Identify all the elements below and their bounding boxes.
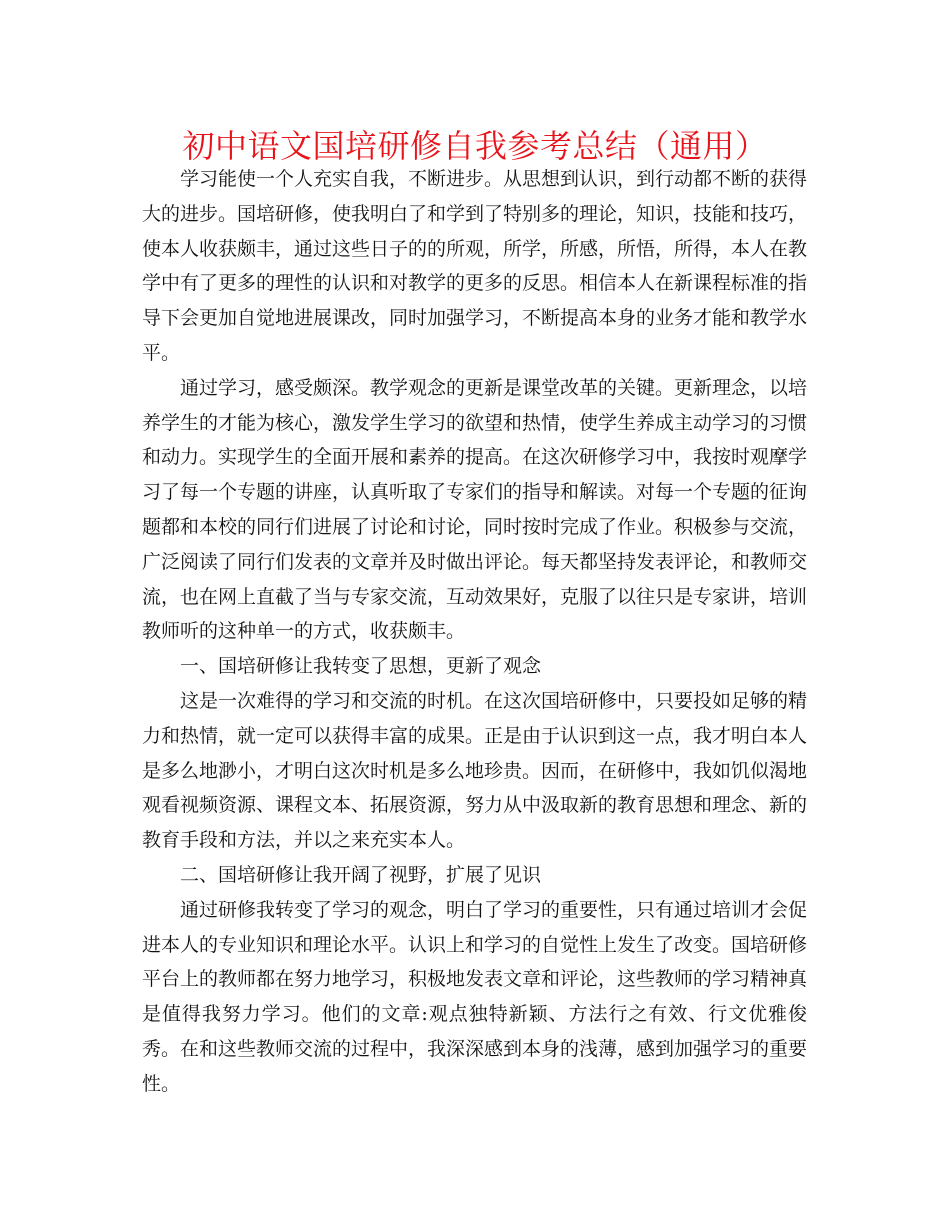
- paragraph-section-1: 这是一次难得的学习和交流的时机。在这次国培研修中，只要投如足够的精力和热情，就一定可以获得丰富的成果。正是由于认识到这一点，我才明白本人是多么地渺小，才明白这次时机是多么地珍贵。因而，在研修中，我如饥似渴地观看视频资源、课程文本、拓展资源，努力从中汲取新的教育思想和理念、新的教育手段和方法，并以之来充实本人。: [142, 689, 808, 852]
- document-title: 初中语文国培研修自我参考总结（通用）: [182, 127, 768, 165]
- paragraph-section-2: 通过研修我转变了学习的观念，明白了学习的重要性，只有通过培训才会促进本人的专业知识和理论水平。认识上和学习的自觉性上发生了改变。国培研修平台上的教师都在努力地学习，积极地发表文章和评论，这些教师的学习精神真是值得我努力学习。他们的文章:观点独特新颖、方法行之有效、行文优雅俊秀。在和这些教师交流的过程中，我深深感到本身的浅薄，感到加强学习的重要性。: [142, 898, 808, 1095]
- section-heading-1: 一、国培研修让我转变了思想，更新了观念: [180, 655, 542, 678]
- document-body: [142, 162, 807, 1102]
- paragraph-intro: 学习能使一个人充实自我，不断进步。从思想到认识，到行动都不断的获得大的进步。国培研修，使我明白了和学到了特别多的理论，知识，技能和技巧，使本人收获颇丰，通过这些日子的的所观，所学，所感，所悟，所得，本人在教学中有了更多的理性的认识和对教学的更多的反思。相信本人在新课程标准的指导下会更加自觉地进展课改，同时加强学习，不断提高本身的业务才能和教学水平。: [142, 168, 808, 364]
- paragraph-learning: 通过学习，感受颇深。教学观念的更新是课堂改革的关键。更新理念，以培养学生的才能为核心，激发学生学习的欲望和热情，使学生养成主动学习的习惯和动力。实现学生的全面开展和素养的提高。在这次研修学习中，我按时观摩学习了每一个专题的讲座，认真听取了专家们的指导和解读。对每一个专题的征询题都和本校的同行们进展了讨论和讨论，同时按时完成了作业。积极参与交流，广泛阅读了同行们发表的文章并及时做出评论。每天都坚持发表评论，和教师交流，也在网上直截了当与专家交流，互动效果好，克服了以往只是专家讲，培训教师听的这种单一的方式，收获颇丰。: [142, 376, 808, 643]
- section-heading-2: 二、国培研修让我开阔了视野，扩展了见识: [180, 863, 542, 886]
